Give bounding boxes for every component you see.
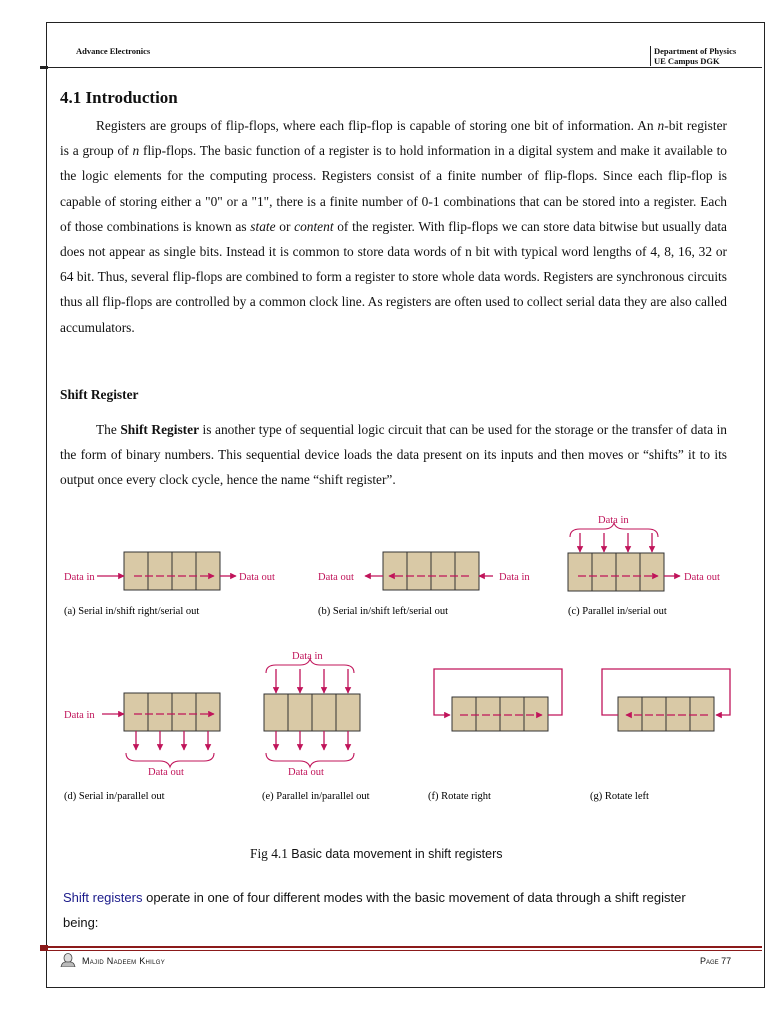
f-label: (f) Rotate right (428, 791, 491, 802)
diagram-g-rotate-left (590, 669, 730, 802)
g-label: (g) Rotate left (590, 791, 649, 802)
diagram-e-parallel-in-parallel-out (262, 651, 370, 802)
section-title: 4.1 Introduction (60, 88, 178, 107)
diagram-d-serial-in-parallel-out (64, 693, 220, 802)
footer-rule-tick (40, 945, 48, 951)
shift-register-figure (56, 505, 736, 815)
c-data-in: Data in (598, 515, 629, 526)
a-data-out: Data out (239, 572, 275, 583)
a-data-in: Data in (64, 572, 95, 583)
b-data-in: Data in (499, 572, 530, 583)
b-data-out: Data out (318, 572, 354, 583)
e-label: (e) Parallel in/parallel out (262, 791, 370, 802)
footer-author: Majid Nadeem Khilgy (82, 956, 166, 966)
header-dept-line1: Department of Physics (654, 46, 737, 56)
header-rule-tick (40, 66, 48, 69)
footer-rule-thick (40, 946, 762, 948)
diagram-c-parallel-in-serial-out (568, 515, 720, 617)
shift-register-paragraph: The Shift Register is another type of sequential logic circuit that can be used for the storage or the transfer of data in the form of binary numbers. This sequential device loads the data present on its inputs and then moves or “shifts” it to its output once every clock cycle, hence the name “shift register”. (60, 422, 727, 488)
figure-caption: Fig 4.1 Basic data movement in shift registers (250, 846, 503, 861)
diagram-b-serial-shift-left (318, 552, 530, 617)
c-label: (c) Parallel in/serial out (568, 606, 667, 617)
intro-paragraph: Registers are groups of flip-flops, where each flip-flop is capable of storing one bit of information. An n-bit register is a group of n flip-flops. The basic function of a register is to hold information in a digital system and make it available to the logic elements for the computing process. Registers consist of a finite number of flip-flops. Since each flip-flop is capable of storing either a "0" or a "1", there is a finite number of 0-1 combinations that can be stored into a register. Each of those combinations is known as state or content of the register. With flip-flops we can store data bitwise but usually data does not appear as single bits. Instead it is common to store data words of n bit with typical word lengths of 4, 8, 16, 32 or 64 bit. Thus, several flip-flops are combined to form a register to store whole data words. Registers are synchronous circuits thus all flip-flops are controlled by a common clock line. As registers are often used to collect serial data they are also called accumulators. (60, 118, 727, 335)
diagram-a-serial-shift-right (64, 552, 275, 617)
e-data-in-label: Data in (292, 651, 323, 662)
header-rule (40, 67, 762, 68)
a-label: (a) Serial in/shift right/serial out (64, 606, 200, 617)
subheading-shift-register: Shift Register (60, 387, 139, 402)
header-department (650, 46, 736, 66)
d-label: (d) Serial in/parallel out (64, 791, 165, 802)
d-data-in: Data in (64, 710, 95, 721)
header-course: Advance Electronics (76, 46, 151, 56)
e-data-out-label: Data out (288, 767, 324, 778)
footer-rule-thin (40, 950, 762, 951)
modes-paragraph: Shift registers operate in one of four different modes with the basic movement of data through a shift register being: (63, 890, 686, 930)
c-data-out: Data out (684, 572, 720, 583)
diagram-f-rotate-right (428, 669, 562, 802)
d-data-out: Data out (148, 767, 184, 778)
modes-lead-link: Shift registers (63, 890, 143, 905)
author-portrait-icon (60, 953, 76, 967)
b-label: (b) Serial in/shift left/serial out (318, 606, 449, 617)
header-dept-line2: UE Campus DGK (654, 56, 720, 66)
footer-page-number: Page 77 (700, 956, 732, 966)
